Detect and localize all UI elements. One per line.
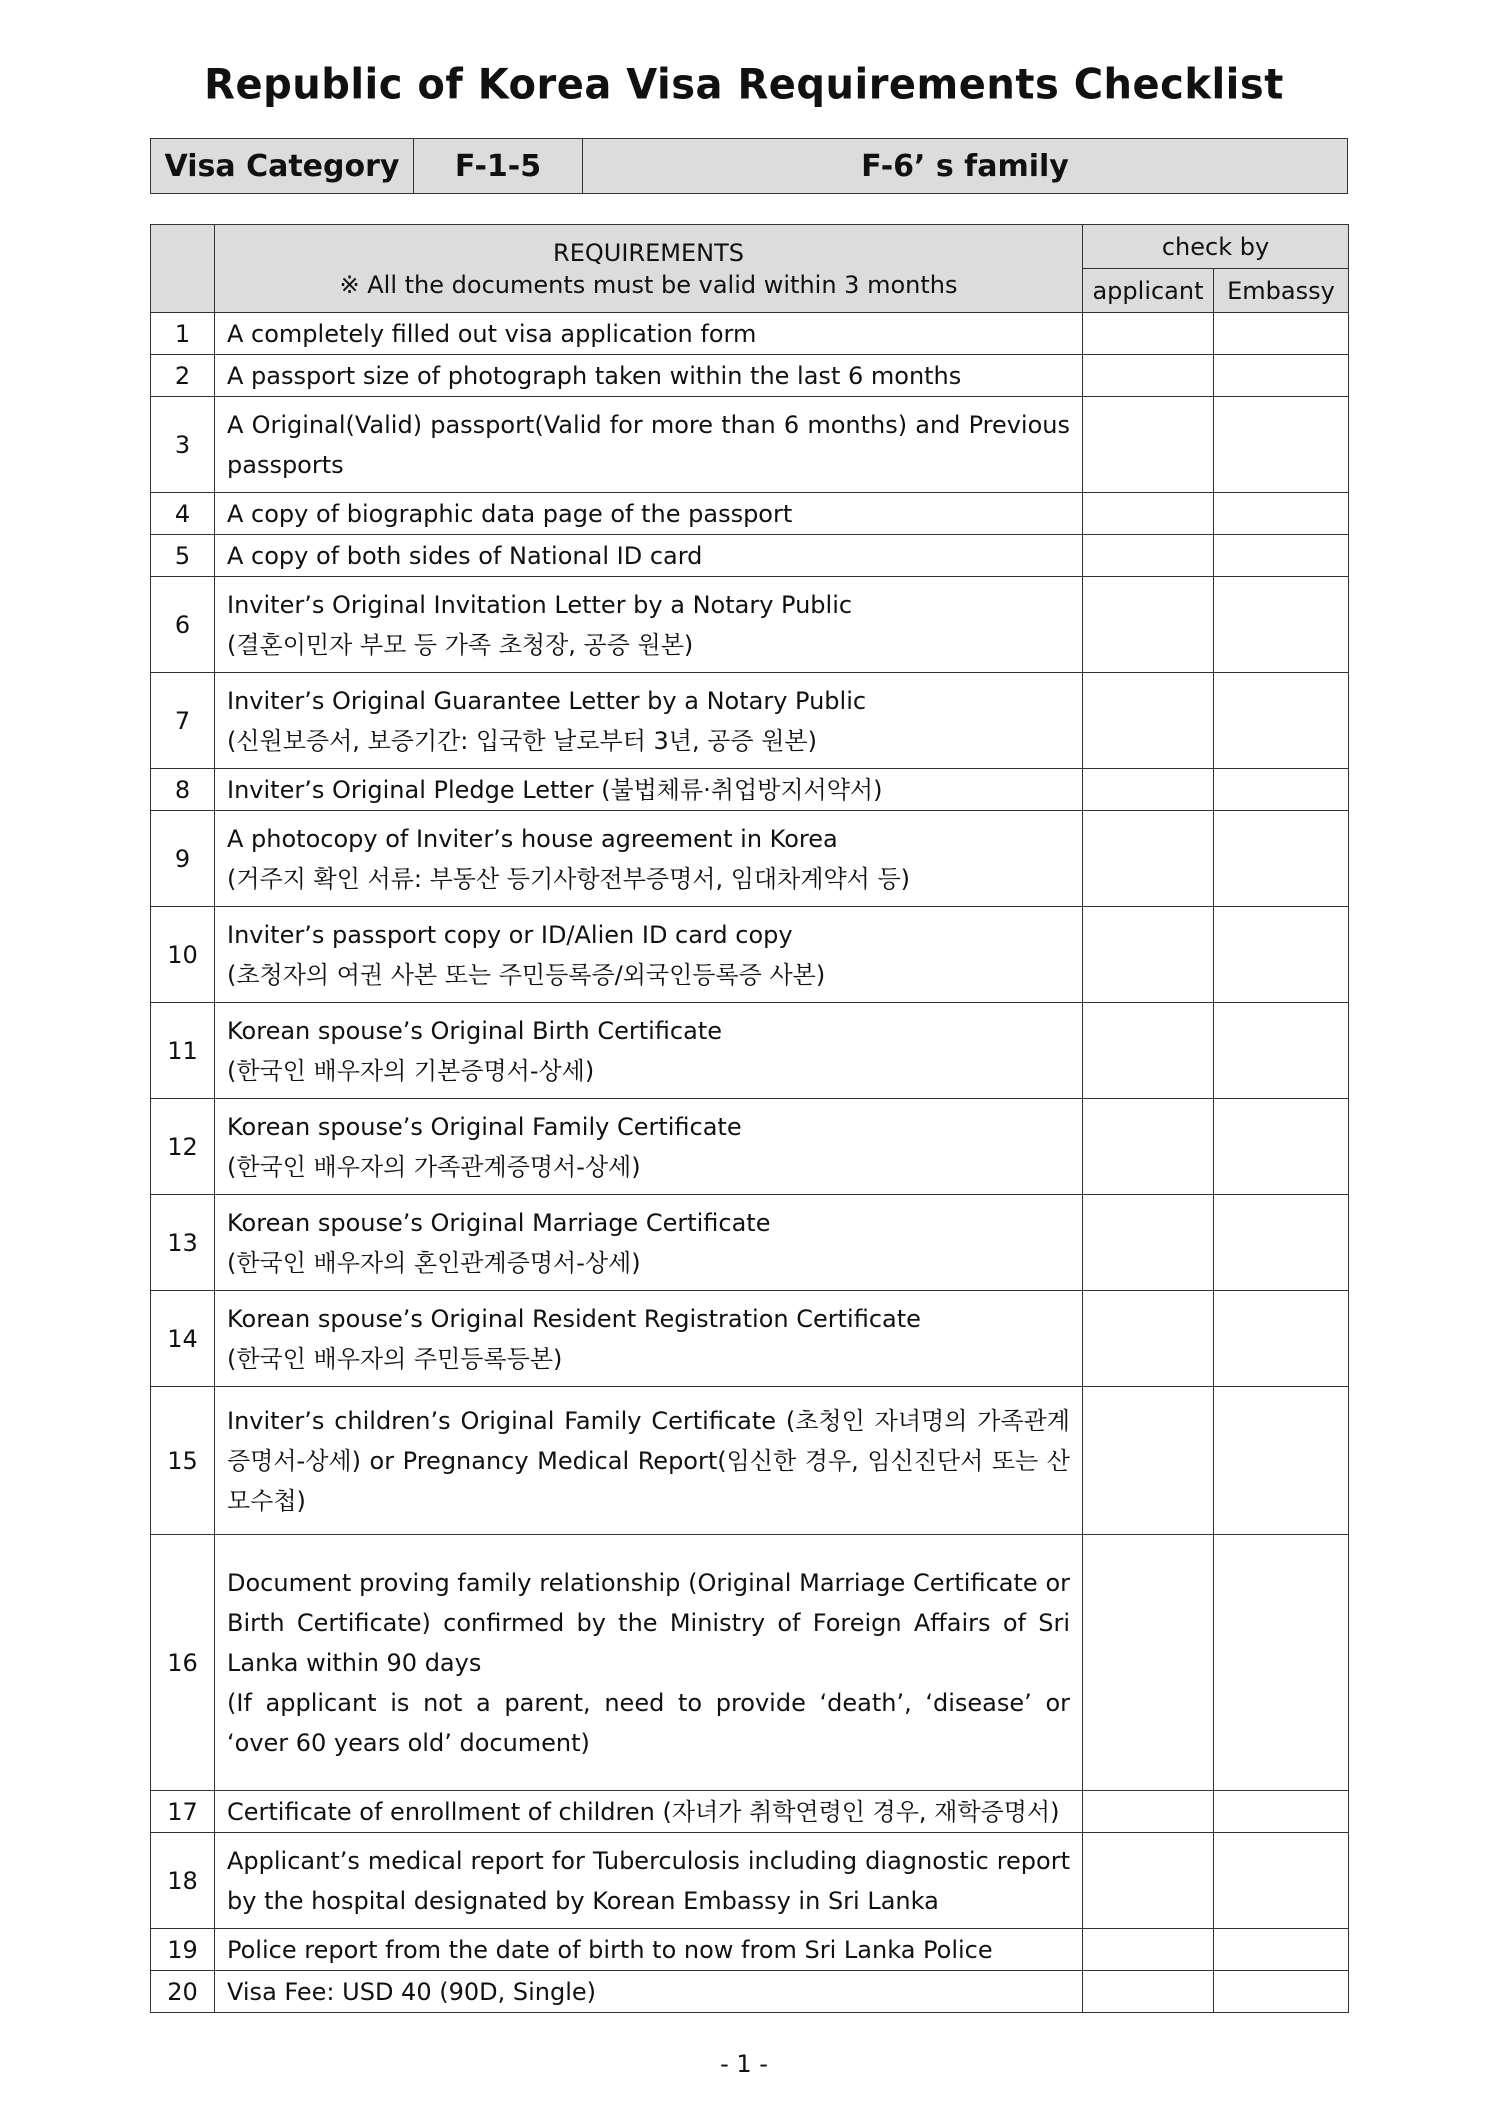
requirement-text [215,1003,1083,1099]
embassy-check-cell[interactable] [1214,769,1349,811]
requirement-line: (한국인 배우자의 기본증명서-상세) [227,1056,595,1085]
requirement-text [215,535,1083,577]
embassy-check-cell[interactable] [1214,1535,1349,1791]
requirement-number: 13 [151,1195,215,1291]
embassy-check-cell[interactable] [1214,1291,1349,1387]
requirement-row [151,907,1349,1003]
requirement-text [215,1099,1083,1195]
check-by-header: check by [1083,225,1349,269]
requirement-row [151,1791,1349,1833]
embassy-check-cell[interactable] [1214,907,1349,1003]
applicant-check-cell[interactable] [1083,1929,1214,1971]
applicant-check-cell[interactable] [1083,769,1214,811]
requirement-number: 20 [151,1971,215,2013]
requirement-number: 16 [151,1535,215,1791]
requirement-number: 12 [151,1099,215,1195]
requirement-row [151,1387,1349,1535]
requirement-text [215,673,1083,769]
requirement-text [215,355,1083,397]
requirement-row [151,397,1349,493]
requirement-number: 1 [151,313,215,355]
visa-category-label: Visa Category [151,139,414,194]
requirement-row [151,769,1349,811]
requirement-line: Applicant’s medical report for Tuberculosis including diagnostic report by the hospital designated by Korean Embassy in Sri Lanka [227,1846,1070,1915]
requirement-row [151,313,1349,355]
requirement-number: 5 [151,535,215,577]
requirement-text [215,1833,1083,1929]
requirement-line: A passport size of photograph taken within the last 6 months [227,361,962,390]
embassy-check-cell[interactable] [1214,1099,1349,1195]
requirements-title: REQUIREMENTS [553,238,744,267]
requirements-body [151,313,1349,2013]
applicant-check-cell[interactable] [1083,355,1214,397]
requirement-number: 8 [151,769,215,811]
requirement-line: Korean spouse’s Original Resident Registration Certificate [227,1304,921,1333]
requirement-row [151,355,1349,397]
requirement-line: (초청자의 여권 사본 또는 주민등록증/외국인등록증 사본) [227,960,826,989]
requirement-line: Korean spouse’s Original Marriage Certificate [227,1208,771,1237]
requirement-text [215,1791,1083,1833]
requirement-row [151,535,1349,577]
requirement-line: A Original(Valid) passport(Valid for more than 6 months) and Previous passports [227,410,1070,479]
requirement-number: 10 [151,907,215,1003]
requirement-row [151,1535,1349,1791]
visa-category-code: F-1-5 [414,139,583,194]
applicant-check-cell[interactable] [1083,1535,1214,1791]
page-title: Republic of Korea Visa Requirements Checklist [204,60,1284,110]
embassy-check-cell[interactable] [1214,355,1349,397]
requirement-text [215,313,1083,355]
page-number: - 1 - [720,2050,768,2078]
requirement-row [151,1195,1349,1291]
requirement-text [215,493,1083,535]
requirement-row [151,1099,1349,1195]
requirement-number: 6 [151,577,215,673]
applicant-check-cell[interactable] [1083,1195,1214,1291]
embassy-check-cell[interactable] [1214,1195,1349,1291]
requirement-text [215,1535,1083,1791]
embassy-check-cell[interactable] [1214,493,1349,535]
embassy-check-cell[interactable] [1214,1387,1349,1535]
embassy-header: Embassy [1214,269,1349,313]
requirement-row [151,673,1349,769]
embassy-check-cell[interactable] [1214,1791,1349,1833]
requirement-row [151,577,1349,673]
embassy-check-cell[interactable] [1214,535,1349,577]
requirement-text [215,1291,1083,1387]
applicant-check-cell[interactable] [1083,313,1214,355]
requirement-text [215,1387,1083,1535]
embassy-check-cell[interactable] [1214,673,1349,769]
applicant-check-cell[interactable] [1083,1791,1214,1833]
applicant-check-cell[interactable] [1083,1291,1214,1387]
requirement-line: (한국인 배우자의 주민등록등본) [227,1344,563,1373]
requirement-row [151,811,1349,907]
requirement-line: Certificate of enrollment of children (자녀가 취학연령인 경우, 재학증명서) [227,1797,1060,1826]
requirement-line: Inviter’s Original Invitation Letter by a Notary Public [227,590,853,619]
requirement-line: Inviter’s Original Pledge Letter (불법체류·취업방지서약서) [227,775,883,804]
requirement-line: (결혼이민자 부모 등 가족 초청장, 공증 원본) [227,630,694,659]
requirement-row [151,1833,1349,1929]
requirement-number: 7 [151,673,215,769]
requirement-line: (한국인 배우자의 혼인관계증명서-상세) [227,1248,641,1277]
requirement-number: 9 [151,811,215,907]
applicant-header: applicant [1083,269,1214,313]
applicant-check-cell[interactable] [1083,811,1214,907]
embassy-check-cell[interactable] [1214,577,1349,673]
embassy-check-cell[interactable] [1214,1833,1349,1929]
requirement-number: 17 [151,1791,215,1833]
requirement-line: (거주지 확인 서류: 부동산 등기사항전부증명서, 임대차계약서 등) [227,864,910,893]
applicant-check-cell[interactable] [1083,493,1214,535]
requirement-line: (If applicant is not a parent, need to provide ‘death’, ‘disease’ or ‘over 60 years old’ document) [227,1688,1070,1757]
requirement-text [215,769,1083,811]
requirement-line: Korean spouse’s Original Birth Certificate [227,1016,722,1045]
applicant-check-cell[interactable] [1083,1003,1214,1099]
requirement-number: 2 [151,355,215,397]
requirement-number: 3 [151,397,215,493]
requirement-text [215,1929,1083,1971]
requirement-text [215,397,1083,493]
requirement-line: Inviter’s children’s Original Family Certificate (초청인 자녀명의 가족관계증명서-상세) or Pregnancy Medical Report(임신한 경우, 임신진단서 또는 산모수첩) [227,1406,1070,1515]
requirement-line: A photocopy of Inviter’s house agreement in Korea [227,824,838,853]
requirement-text [215,1971,1083,2013]
requirements-header [215,225,1083,313]
embassy-check-cell[interactable] [1214,397,1349,493]
requirement-row [151,1291,1349,1387]
requirement-line: A completely filled out visa application form [227,319,757,348]
requirement-line: A copy of biographic data page of the passport [227,499,793,528]
requirement-number: 14 [151,1291,215,1387]
applicant-check-cell[interactable] [1083,1387,1214,1535]
embassy-check-cell[interactable] [1214,1929,1349,1971]
requirement-number: 19 [151,1929,215,1971]
applicant-check-cell[interactable] [1083,1099,1214,1195]
requirement-text [215,907,1083,1003]
requirements-table [150,224,1349,2013]
requirement-number: 4 [151,493,215,535]
validity-note: ※ All the documents must be valid within 3 months [339,270,958,299]
requirement-line: Police report from the date of birth to now from Sri Lanka Police [227,1935,993,1964]
applicant-check-cell[interactable] [1083,673,1214,769]
requirement-text [215,577,1083,673]
embassy-check-cell[interactable] [1214,313,1349,355]
requirement-text [215,1195,1083,1291]
applicant-check-cell[interactable] [1083,1833,1214,1929]
visa-category-table [150,138,1348,194]
requirement-line: (한국인 배우자의 가족관계증명서-상세) [227,1152,641,1181]
number-header [151,225,215,313]
requirement-row [151,493,1349,535]
requirement-line: A copy of both sides of National ID card [227,541,703,570]
requirement-text [215,811,1083,907]
applicant-check-cell[interactable] [1083,577,1214,673]
requirement-row [151,1929,1349,1971]
requirement-line: Inviter’s Original Guarantee Letter by a Notary Public [227,686,867,715]
embassy-check-cell[interactable] [1214,811,1349,907]
requirement-row [151,1003,1349,1099]
requirement-number: 11 [151,1003,215,1099]
applicant-check-cell[interactable] [1083,535,1214,577]
requirement-line: Inviter’s passport copy or ID/Alien ID card copy [227,920,793,949]
visa-category-description: F-6’ s family [583,139,1348,194]
requirement-line: Korean spouse’s Original Family Certificate [227,1112,742,1141]
applicant-check-cell[interactable] [1083,1971,1214,2013]
requirement-line: Visa Fee: USD 40 (90D, Single) [227,1977,596,2006]
embassy-check-cell[interactable] [1214,1971,1349,2013]
applicant-check-cell[interactable] [1083,397,1214,493]
applicant-check-cell[interactable] [1083,907,1214,1003]
requirement-number: 15 [151,1387,215,1535]
requirement-line: (신원보증서, 보증기간: 입국한 날로부터 3년, 공증 원본) [227,726,817,755]
embassy-check-cell[interactable] [1214,1003,1349,1099]
requirement-row [151,1971,1349,2013]
requirement-number: 18 [151,1833,215,1929]
requirement-line: Document proving family relationship (Original Marriage Certificate or Birth Certificate) confirmed by the Ministry of Foreign Affairs of Sri Lanka within 90 days [227,1568,1070,1677]
